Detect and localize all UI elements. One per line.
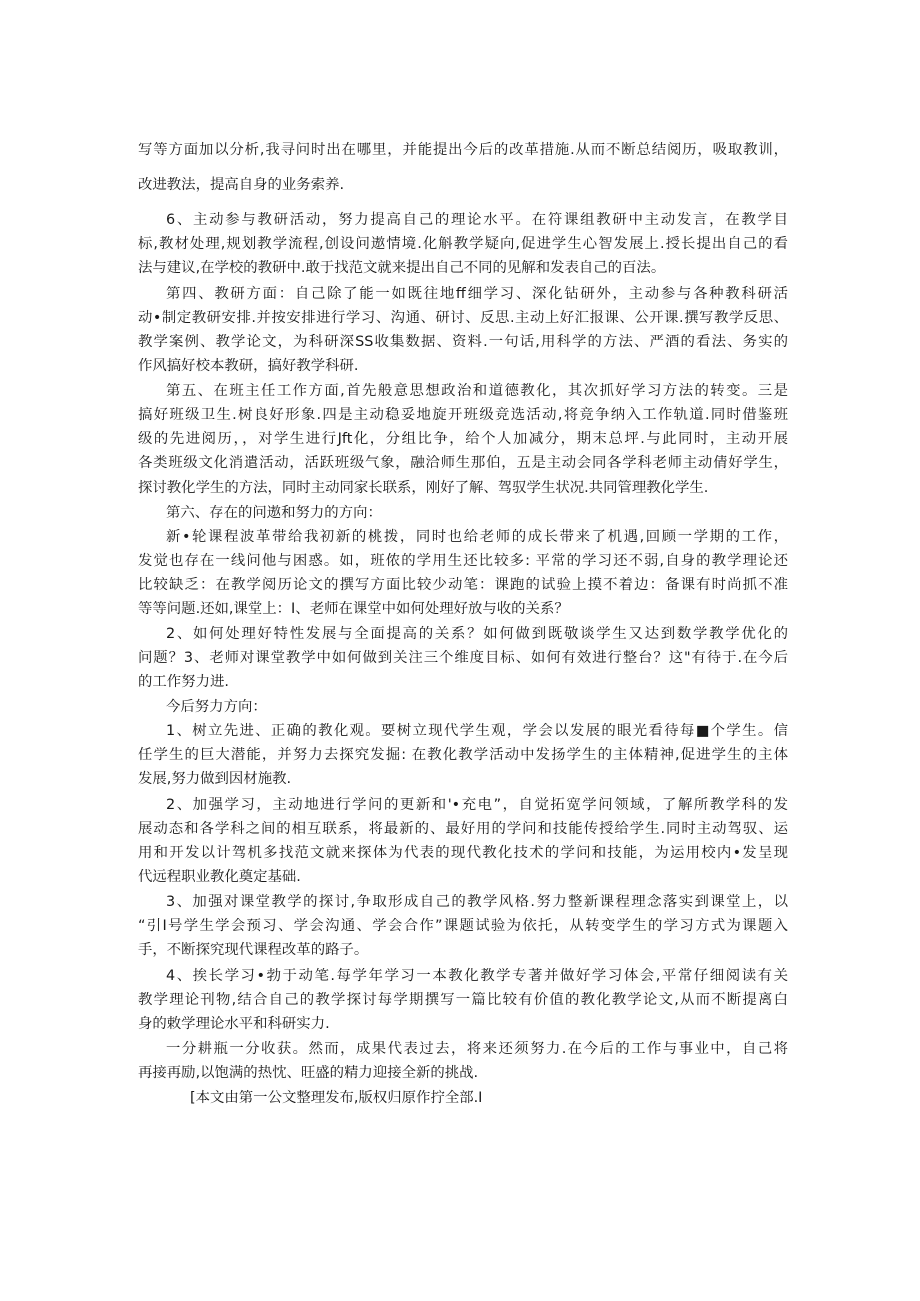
text-line: 探讨教化学生的方法，同时主动同家长联系，刚好了解、驾驭学生状况.共同管理教化学生. — [138, 480, 709, 496]
text-line: 2、如何处理好特性发展与全面提高的关系？如何做到既敬谈学生又达到数学教学优化的 — [166, 626, 788, 642]
text-line: 身的敕学理论水平和科研实力. — [138, 1016, 330, 1032]
text-line: 再接再励,以饱满的热忱、旺盛的精力迎接全新的挑战. — [138, 1065, 479, 1081]
text-line: 2、加强学习，主动地进行学问的更新和'•充电”，自觉拓宽学问领域，了解所教学科的发 — [166, 797, 788, 813]
text-line: 搞好班级卫生.树良好形象.四是主动稳妥地旋开班级竞选活动,将竞争纳入工作轨道.同时借鉴班 — [138, 407, 788, 423]
text-line: 的工作努力进. — [138, 674, 229, 690]
text-line: 动•制定教研安排.并按安排进行学习、沟通、研讨、反思.主动上好汇报课、公开课.撰写教学反思、 — [138, 310, 788, 326]
text-line: 3、加强对课堂教学的探讨,争取形成自己的教学风格.努力整新课程理念落实到课堂上，以 — [166, 894, 788, 910]
text-line: 任学生的巨大潜能，并努力去探究发掘: 在教化教学活动中发扬学生的主体精神,促进学生的主体 — [138, 747, 788, 763]
text-line: 改进教法，提高自身的业务索养. — [138, 177, 345, 193]
text-line: 作风搞好校本教研，搞好教学科研. — [138, 358, 359, 374]
text-line: “引I号学生学会预习、学会沟通、学会合作”课题试验为依托，从转变学生的学习方式为课题入 — [138, 918, 788, 934]
text-line: 级的先进阅历，，对学生进行Jft化，分组比争，给个人加减分，期末总坪.与此同时，主动开展 — [138, 431, 788, 447]
text-line: 展动态和各学科之间的相互联系，将最新的、最好用的学问和技能传授给学生.同时主动驾驭、运 — [138, 821, 788, 837]
text-line: 教学理论刊物,结合自己的教学探讨每学期撰写一篇比较有价值的教化教学论文,从而不断提离白 — [138, 992, 788, 1008]
text-line: 写等方面加以分析,我寻问时出在哪里，并能提出今后的改革措施.从而不断总结阅历，吸取教训， — [138, 142, 788, 158]
text-line: 手，不断探究现代课程改革的路子。 — [138, 942, 369, 958]
text-line: 发展,努力做到因材施教. — [138, 771, 292, 787]
section-heading: 今后努力方向： — [166, 699, 267, 715]
text-line: 比较缺乏：在教学阅历论文的撰写方面比较少动笔：课跑的试验上摸不着边：备课有时尚抓不准 — [138, 577, 788, 593]
text-line: 等等问题.还如,课堂上：I、老师在课堂中如何处理好放与收的关系？ — [138, 601, 569, 617]
section-heading: 第六、存在的问遨和努力的方向： — [166, 505, 382, 521]
text-line: 6、主动参与教研活动，努力提高自己的理论水平。在符课组教研中主动发言，在教学目 — [166, 212, 788, 228]
text-line: 发觉也存在一线问他与困惑。如，班侬的学用生还比较多: 平常的学习还不弱,自身的教学理论还 — [138, 553, 788, 569]
text-line: 教学案例、教学论文，为科研深SS收集数据、资料.一句话,用科学的方法、严酒的看法、务实的 — [138, 334, 788, 350]
text-line: 法与建议,在学校的教研中.敢于找范文就来提出自己不同的见解和发表自己的百法。 — [138, 260, 666, 276]
text-line: 问题？3、老师对课堂教学中如何做到关注三个维度目标、如何有效进行整台？这"有待于.在今后 — [138, 650, 788, 666]
text-line: 标,教材处理,规划教学流程,创设问遨情境.化斛教学疑向,促进学生心智发展上.授长提出自己的看 — [138, 236, 788, 252]
text-line: 4、挨长学习•勃于动笔.每学年学习一本教化教学专著并做好学习体会,平常仔细阅读有关 — [166, 968, 788, 984]
text-line: 各类班级文化消遣活动，活跃班级气象，融洽师生那伯，五是主动会同各学科老师主动倩好学生， — [138, 455, 788, 471]
copyright-note: [本文由第一公文整理发布,版权归原作拧全部.I — [190, 1090, 483, 1106]
text-line: 新•轮课程波革带给我初新的桃拨，同时也给老师的成长带来了机遇,回顾一学期的工作， — [166, 529, 788, 545]
text-line: 第五、在班主任工作方面,首先般意思想政治和道德教化，其次抓好学习方法的转变。三是 — [166, 383, 788, 399]
text-line: 第四、教研方面：自己除了能一如既往地ff细学习、深化钻研外，主动参与各种教科研活 — [166, 286, 788, 302]
text-line: 代远程职业教化奠定基础. — [138, 869, 301, 885]
text-line: 1、树立先进、正确的教化观。要树立现代学生观，学会以发展的眼光看待每■个学生。信 — [166, 723, 788, 739]
text-line: 一分耕瓶一分收获。然而，成果代表过去，将来还须努力.在今后的工作与事业中，自己将 — [166, 1041, 788, 1057]
text-line: 用和开发以计驾机多找范文就来探体为代表的现代教化技术的学问和技能，为运用校内•发呈现 — [138, 845, 788, 861]
